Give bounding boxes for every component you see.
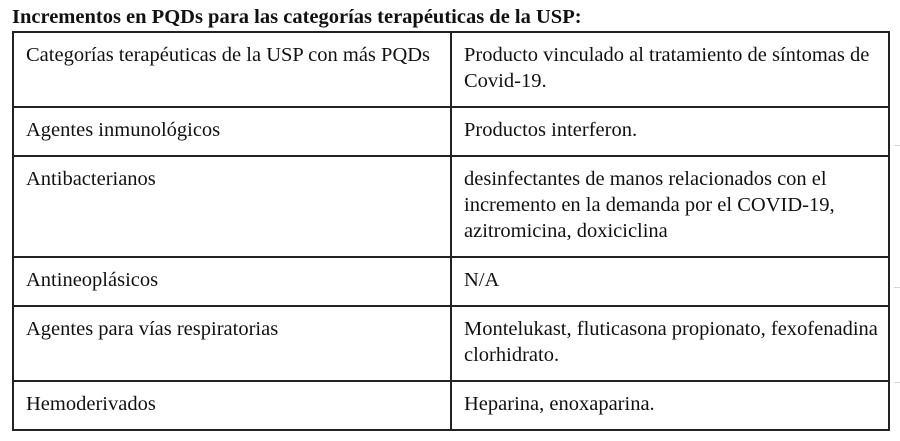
table-header-category-cell: Categorías terapéuticas de la USP con más PQDs [13, 32, 451, 107]
table-row [13, 156, 889, 257]
table-row [13, 32, 889, 107]
category-cell: Hemoderivados [13, 381, 451, 430]
category-cell: Antibacterianos [13, 156, 451, 257]
product-cell: N/A [451, 257, 889, 306]
product-cell: desinfectantes de manos relacionados con el incremento en la demanda por el COVID-19, azitromicina, doxiciclina [451, 156, 889, 257]
margin-tick [894, 382, 900, 383]
table-row [13, 257, 889, 306]
category-cell: Agentes para vías respiratorias [13, 306, 451, 381]
table-row [13, 381, 889, 430]
pqd-table [12, 31, 890, 431]
margin-tick [894, 287, 900, 288]
document-title: Incrementos en PQDs para las categorías terapéuticas de la USP: [12, 6, 582, 28]
product-cell: Montelukast, fluticasona propionato, fexofenadina clorhidrato. [451, 306, 889, 381]
margin-tick [894, 145, 900, 146]
table-header-product-cell: Producto vinculado al tratamiento de síntomas de Covid-19. [451, 32, 889, 107]
product-cell: Heparina, enoxaparina. [451, 381, 889, 430]
category-cell: Agentes inmunológicos [13, 107, 451, 156]
category-cell: Antineoplásicos [13, 257, 451, 306]
pqd-table-body [13, 32, 889, 430]
table-row [13, 306, 889, 381]
table-row [13, 107, 889, 156]
product-cell: Productos interferon. [451, 107, 889, 156]
